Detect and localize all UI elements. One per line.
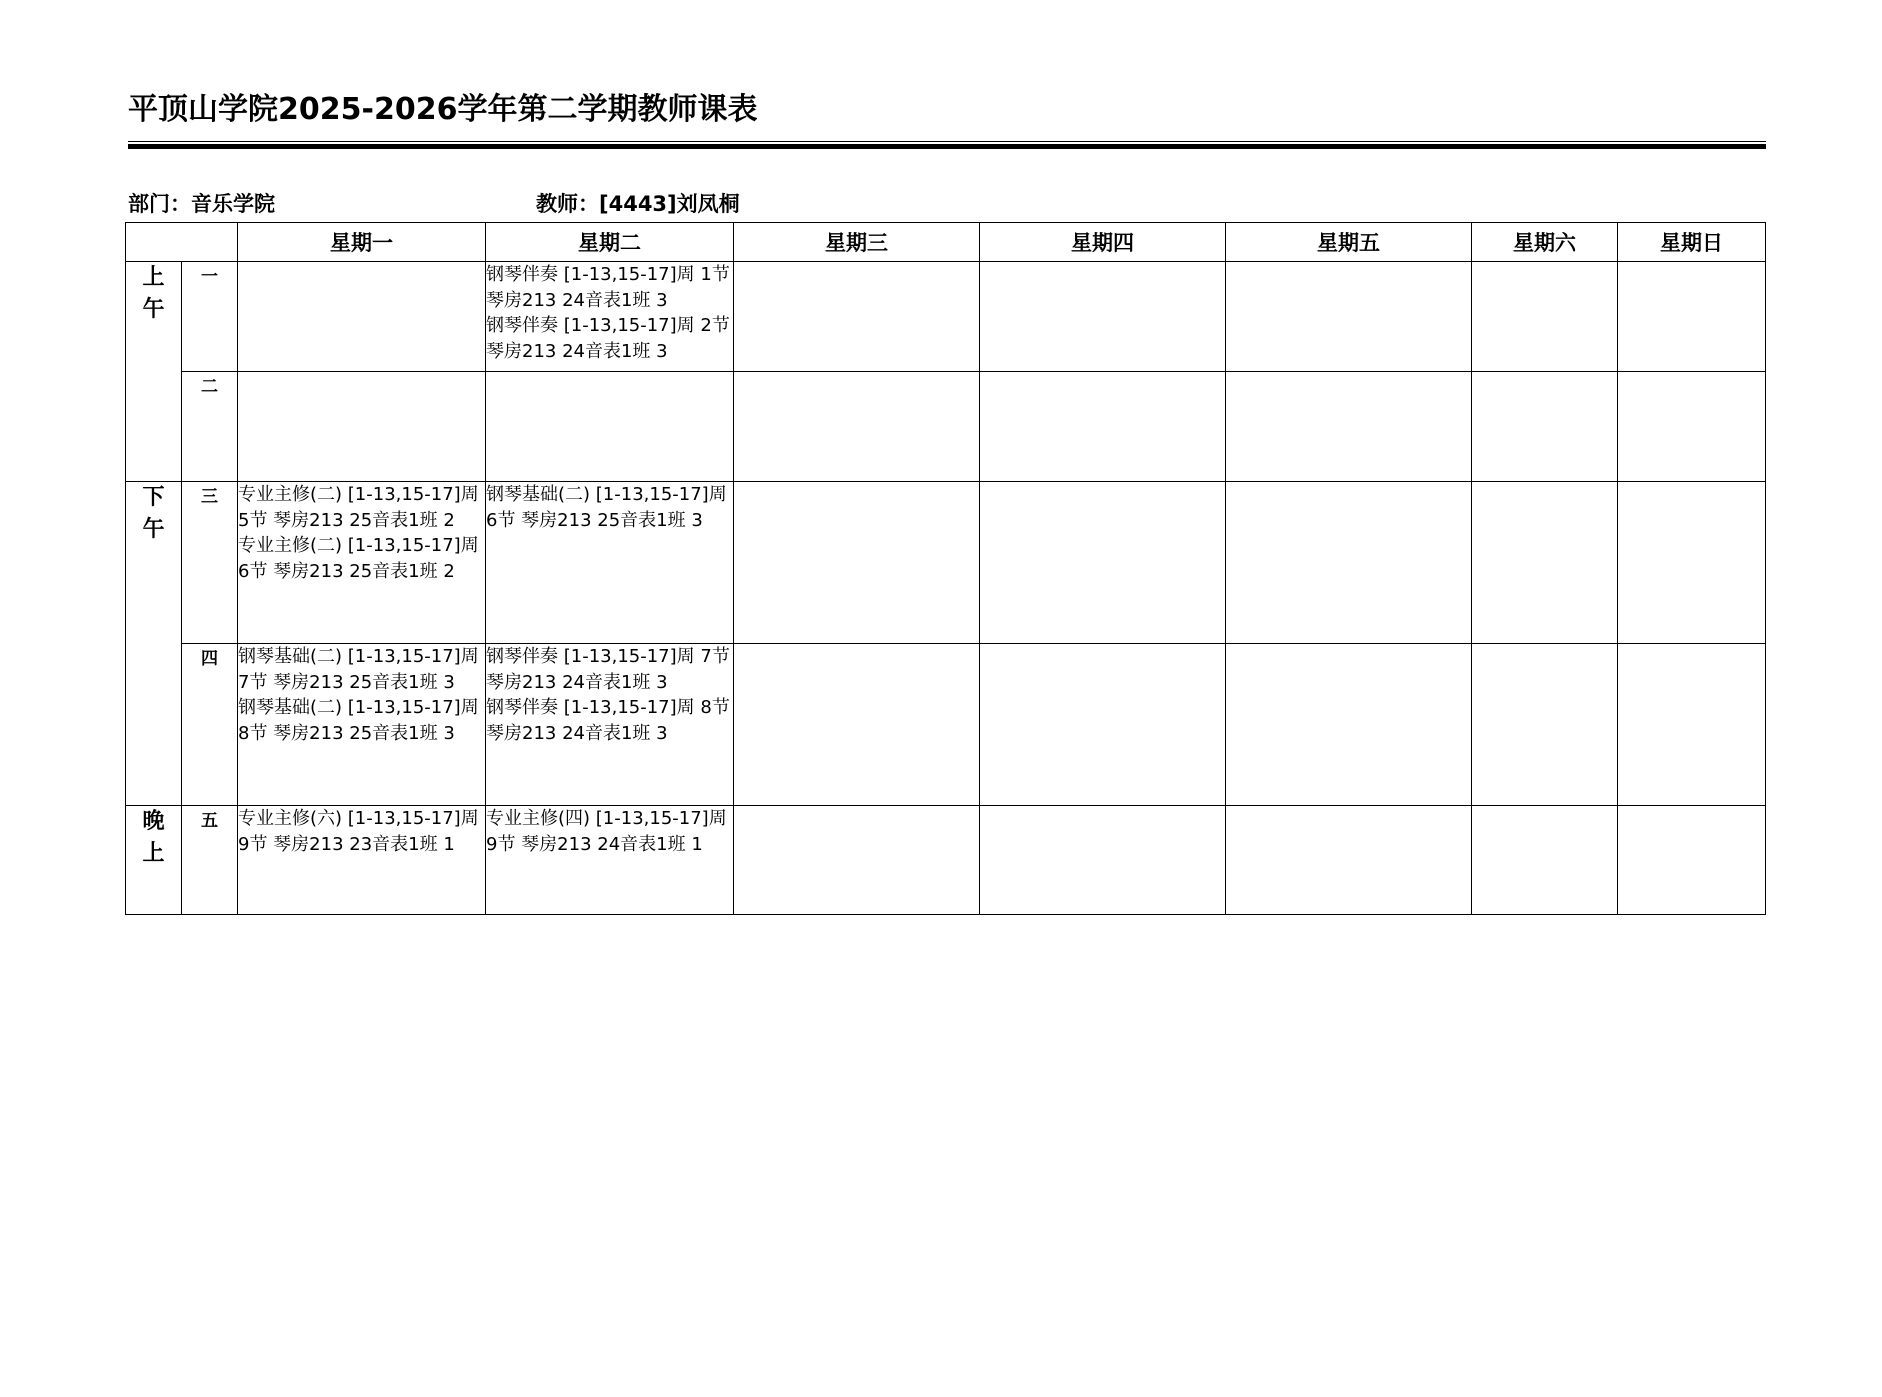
day-header-thu: 星期四 xyxy=(980,223,1226,262)
course-entry: 钢琴基础(二) [1-13,15-17]周 8节 琴房213 25音表1班 3 xyxy=(238,697,479,745)
department-label: 部门：音乐学院 xyxy=(128,192,275,216)
cell-s3-mon xyxy=(238,482,486,644)
course-entry: 专业主修(四) [1-13,15-17]周 9节 琴房213 24音表1班 1 xyxy=(486,808,727,855)
cell-s5-mon xyxy=(238,806,486,915)
cell-s3-thu xyxy=(980,482,1226,644)
cell-s1-sun xyxy=(1618,262,1766,372)
course-entry: 钢琴伴奏 [1-13,15-17]周 1节 琴房213 24音表1班 3 xyxy=(486,264,730,311)
title-rule-thick xyxy=(128,144,1766,149)
period-label: 上 午 xyxy=(142,265,165,322)
cell-s4-sun xyxy=(1618,644,1766,806)
cell-s2-thu xyxy=(980,372,1226,482)
day-header-mon: 星期一 xyxy=(238,223,486,262)
day-header-sat: 星期六 xyxy=(1472,223,1618,262)
cell-s3-sat xyxy=(1472,482,1618,644)
title-rule-thin xyxy=(128,141,1766,142)
cell-s4-sat xyxy=(1472,644,1618,806)
cell-s4-mon xyxy=(238,644,486,806)
period-evening xyxy=(126,806,182,915)
cell-s5-tue xyxy=(486,806,734,915)
cell-s4-fri xyxy=(1226,644,1472,806)
teacher-label: 教师：[4443]刘凤桐 xyxy=(536,192,740,216)
cell-s4-wed xyxy=(734,644,980,806)
page-title: 平顶山学院2025-2026学年第二学期教师课表 xyxy=(128,92,758,127)
cell-s1-wed xyxy=(734,262,980,372)
cell-s5-thu xyxy=(980,806,1226,915)
course-entry: 钢琴伴奏 [1-13,15-17]周 8节 琴房213 24音表1班 3 xyxy=(486,697,730,745)
corner-cell xyxy=(126,223,238,262)
course-entry: 专业主修(六) [1-13,15-17]周 9节 琴房213 23音表1班 1 xyxy=(238,808,479,855)
cell-s3-sun xyxy=(1618,482,1766,644)
slot-label: 二 xyxy=(182,372,238,482)
cell-s1-mon xyxy=(238,262,486,372)
cell-s5-wed xyxy=(734,806,980,915)
day-header-fri: 星期五 xyxy=(1226,223,1472,262)
cell-s1-tue xyxy=(486,262,734,372)
period-morning xyxy=(126,262,182,482)
cell-s5-fri xyxy=(1226,806,1472,915)
slot-label: 四 xyxy=(182,644,238,806)
cell-s3-fri xyxy=(1226,482,1472,644)
table-row xyxy=(126,806,1766,915)
cell-s3-wed xyxy=(734,482,980,644)
cell-s2-sat xyxy=(1472,372,1618,482)
cell-s3-tue xyxy=(486,482,734,644)
table-row xyxy=(126,372,1766,482)
slot-label: 一 xyxy=(182,262,238,372)
table-row xyxy=(126,262,1766,372)
course-entry: 专业主修(二) [1-13,15-17]周 5节 琴房213 25音表1班 2 xyxy=(238,484,479,531)
cell-s4-tue xyxy=(486,644,734,806)
cell-s2-wed xyxy=(734,372,980,482)
slot-label: 五 xyxy=(182,806,238,915)
period-label: 晚 上 xyxy=(142,809,165,866)
cell-s5-sat xyxy=(1472,806,1618,915)
day-header-sun: 星期日 xyxy=(1618,223,1766,262)
period-label: 下 午 xyxy=(142,485,165,542)
course-entry: 钢琴伴奏 [1-13,15-17]周 7节 琴房213 24音表1班 3 xyxy=(486,646,730,693)
course-entry: 钢琴伴奏 [1-13,15-17]周 2节 琴房213 24音表1班 3 xyxy=(486,315,730,363)
day-header-tue: 星期二 xyxy=(486,223,734,262)
table-row xyxy=(126,644,1766,806)
cell-s1-thu xyxy=(980,262,1226,372)
cell-s2-mon xyxy=(238,372,486,482)
schedule-table xyxy=(125,222,1766,915)
cell-s4-thu xyxy=(980,644,1226,806)
cell-s2-sun xyxy=(1618,372,1766,482)
course-entry: 钢琴基础(二) [1-13,15-17]周 7节 琴房213 25音表1班 3 xyxy=(238,646,479,693)
period-afternoon xyxy=(126,482,182,806)
cell-s2-tue xyxy=(486,372,734,482)
table-row xyxy=(126,482,1766,644)
cell-s5-sun xyxy=(1618,806,1766,915)
cell-s1-sat xyxy=(1472,262,1618,372)
cell-s1-fri xyxy=(1226,262,1472,372)
course-entry: 钢琴基础(二) [1-13,15-17]周 6节 琴房213 25音表1班 3 xyxy=(486,484,727,531)
slot-label: 三 xyxy=(182,482,238,644)
cell-s2-fri xyxy=(1226,372,1472,482)
course-entry: 专业主修(二) [1-13,15-17]周 6节 琴房213 25音表1班 2 xyxy=(238,535,479,583)
header-row xyxy=(126,223,1766,262)
day-header-wed: 星期三 xyxy=(734,223,980,262)
